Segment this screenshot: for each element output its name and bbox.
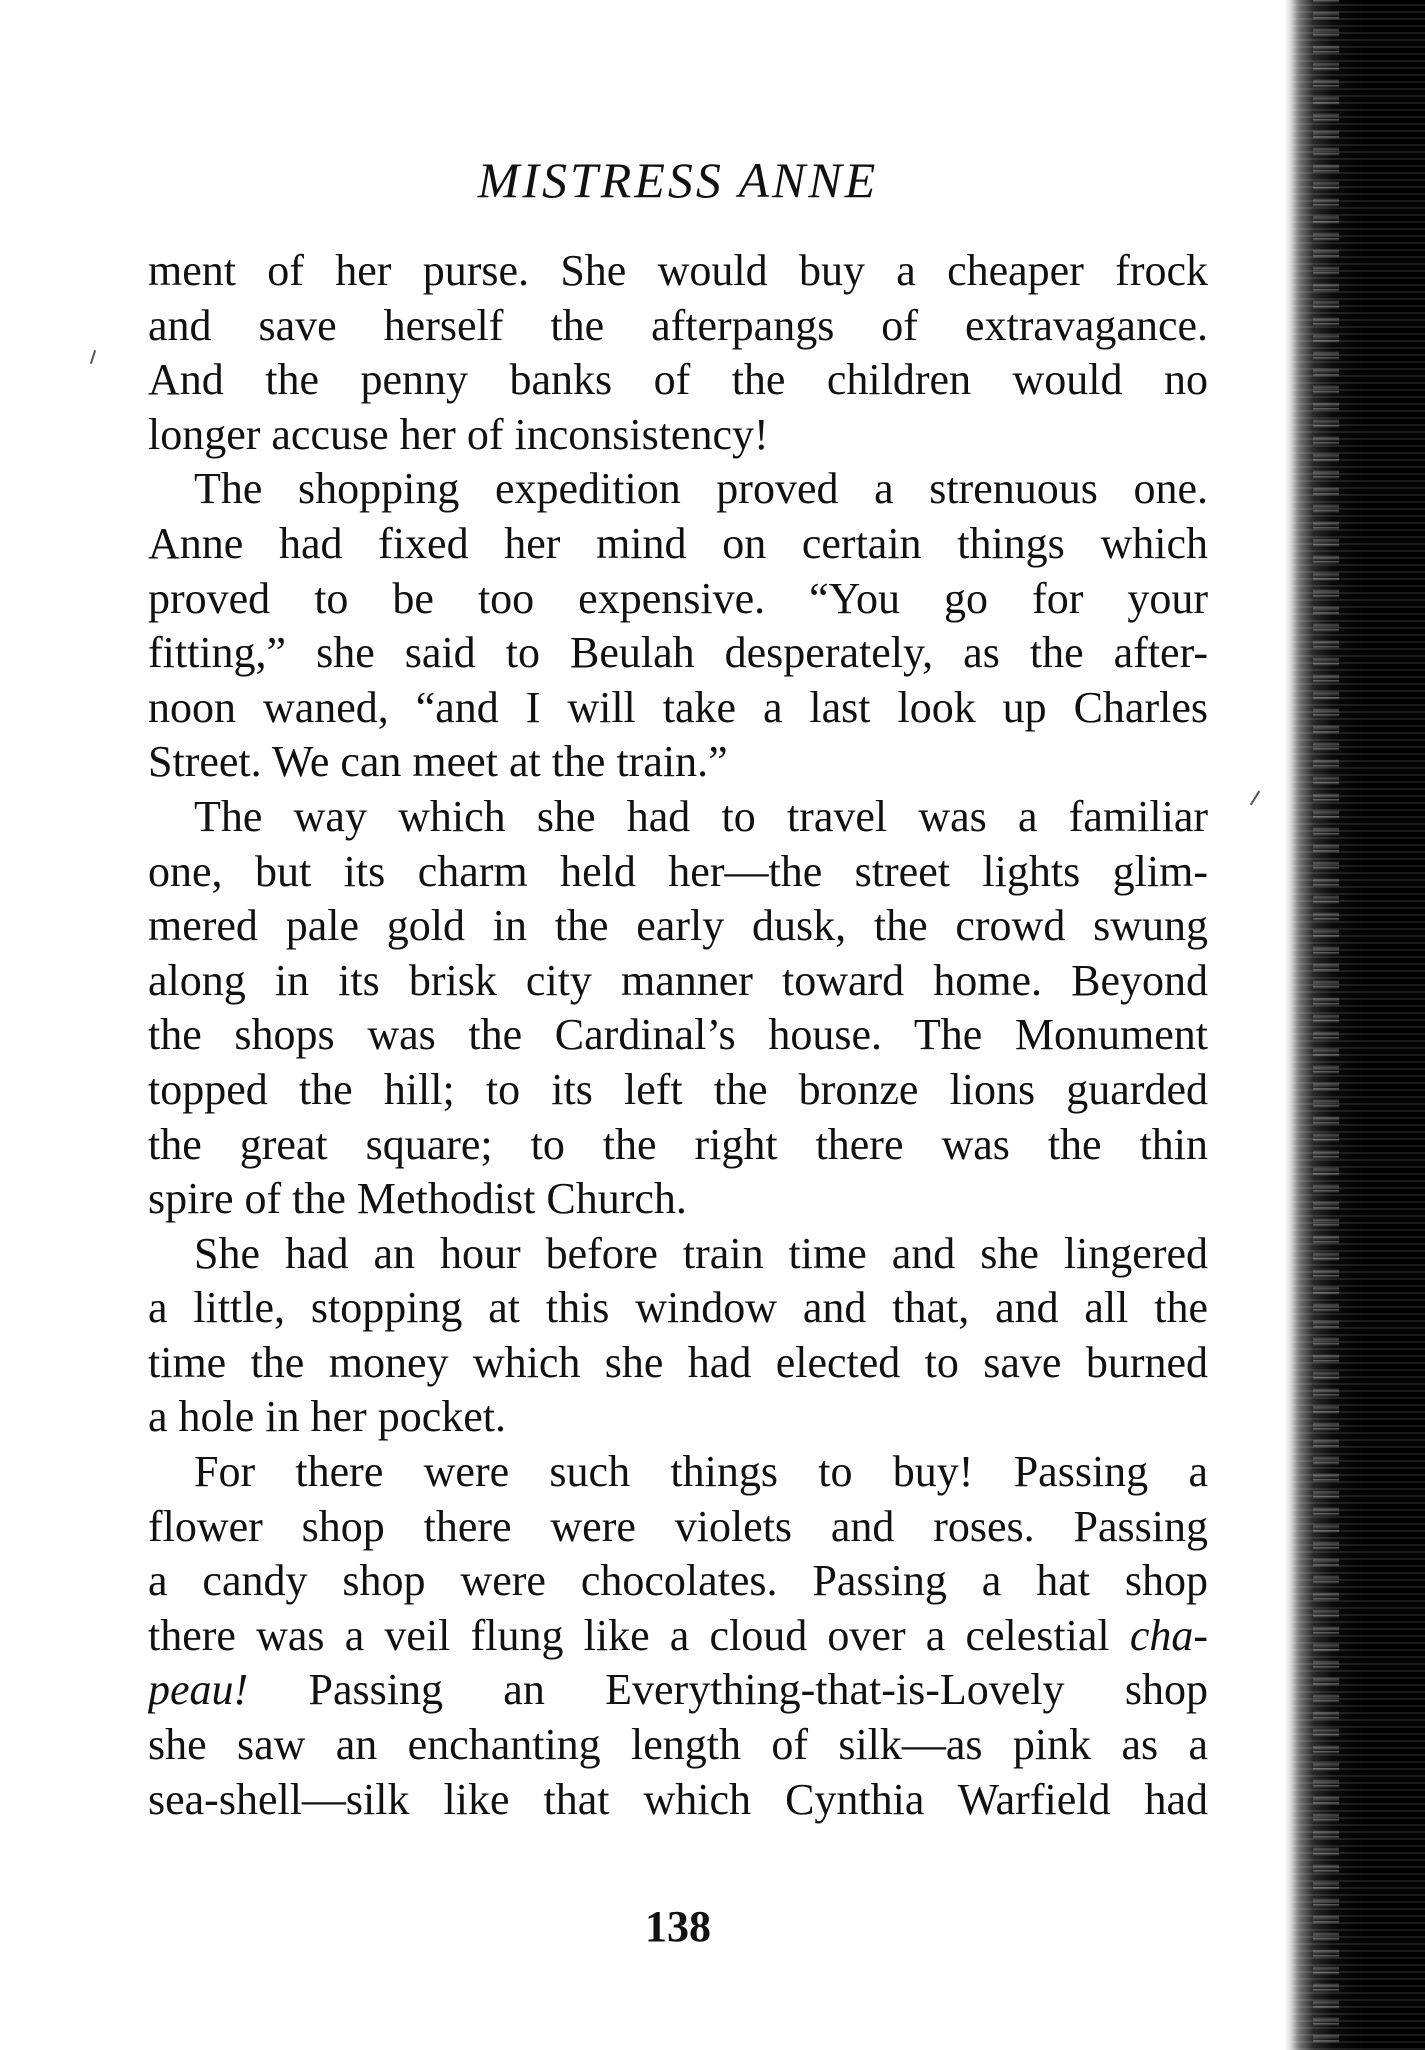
text-line: a little, stopping at this window and that, and all the bbox=[148, 1283, 1208, 1333]
text-line: time the money which she had elected to save burned bbox=[148, 1337, 1208, 1387]
text-line: Anne had fixed her mind on certain things which bbox=[148, 518, 1208, 568]
text-line: one, but its charm held her—the street lights glim- bbox=[148, 846, 1208, 896]
text-line: noon waned, “and I will take a last look up Charles bbox=[148, 682, 1208, 732]
text-line: topped the hill; to its left the bronze lions guarded bbox=[148, 1064, 1208, 1114]
text-line: fitting,” she said to Beulah desperately, as the after- bbox=[148, 628, 1208, 678]
binding-edge-texture bbox=[1313, 0, 1339, 2050]
page-number: 138 bbox=[645, 1902, 711, 1951]
text-fragment: there was a veil flung like a cloud over a celestial bbox=[148, 1610, 1110, 1660]
italic-fragment: peau! bbox=[148, 1665, 249, 1715]
text-line: The way which she had to travel was a familiar bbox=[194, 791, 1208, 841]
text-line: flower shop there were violets and roses. Passing bbox=[148, 1501, 1208, 1551]
text-line: the shops was the Cardinal’s house. The Monument bbox=[148, 1010, 1208, 1060]
text-line: sea-shell—silk like that which Cynthia Warfield had bbox=[148, 1774, 1208, 1824]
body-text bbox=[148, 244, 1208, 1827]
stray-mark-right bbox=[1250, 791, 1260, 806]
text-line: spire of the Methodist Church. bbox=[148, 1174, 687, 1224]
stray-mark-left bbox=[90, 350, 96, 364]
text-line: ment of her purse. She would buy a cheaper frock bbox=[148, 246, 1208, 295]
text-line: she saw an enchanting length of silk—as pink as a bbox=[148, 1720, 1208, 1770]
text-line: She had an hour before train time and she lingered bbox=[194, 1228, 1208, 1278]
text-line: For there were such things to buy! Passing a bbox=[194, 1447, 1208, 1497]
italic-fragment: cha- bbox=[1129, 1610, 1208, 1660]
text-line: mered pale gold in the early dusk, the crowd swung bbox=[148, 901, 1208, 951]
text-line-with-italic bbox=[148, 1609, 1208, 1664]
binding-edge-shadow bbox=[1285, 0, 1425, 2050]
text-line: a hole in her pocket. bbox=[148, 1392, 506, 1442]
text-line: a candy shop were chocolates. Passing a hat shop bbox=[148, 1556, 1208, 1606]
text-line: and save herself the afterpangs of extravagance. bbox=[148, 300, 1208, 350]
running-head: MISTRESS ANNE bbox=[477, 152, 879, 208]
text-line: Street. We can meet at the train.” bbox=[148, 737, 728, 787]
text-line: longer accuse her of inconsistency! bbox=[148, 409, 769, 459]
text-line: And the penny banks of the children would no bbox=[148, 355, 1208, 405]
text-line: along in its brisk city manner toward home. Beyond bbox=[148, 955, 1208, 1005]
text-line: proved to be too expensive. “You go for your bbox=[148, 573, 1208, 623]
text-line: The shopping expedition proved a strenuous one. bbox=[194, 464, 1208, 514]
text-line: peau! Passing an Everything-that-is-Lovely shop bbox=[148, 1665, 1208, 1715]
text-line: the great square; to the right there was the thin bbox=[148, 1119, 1208, 1169]
